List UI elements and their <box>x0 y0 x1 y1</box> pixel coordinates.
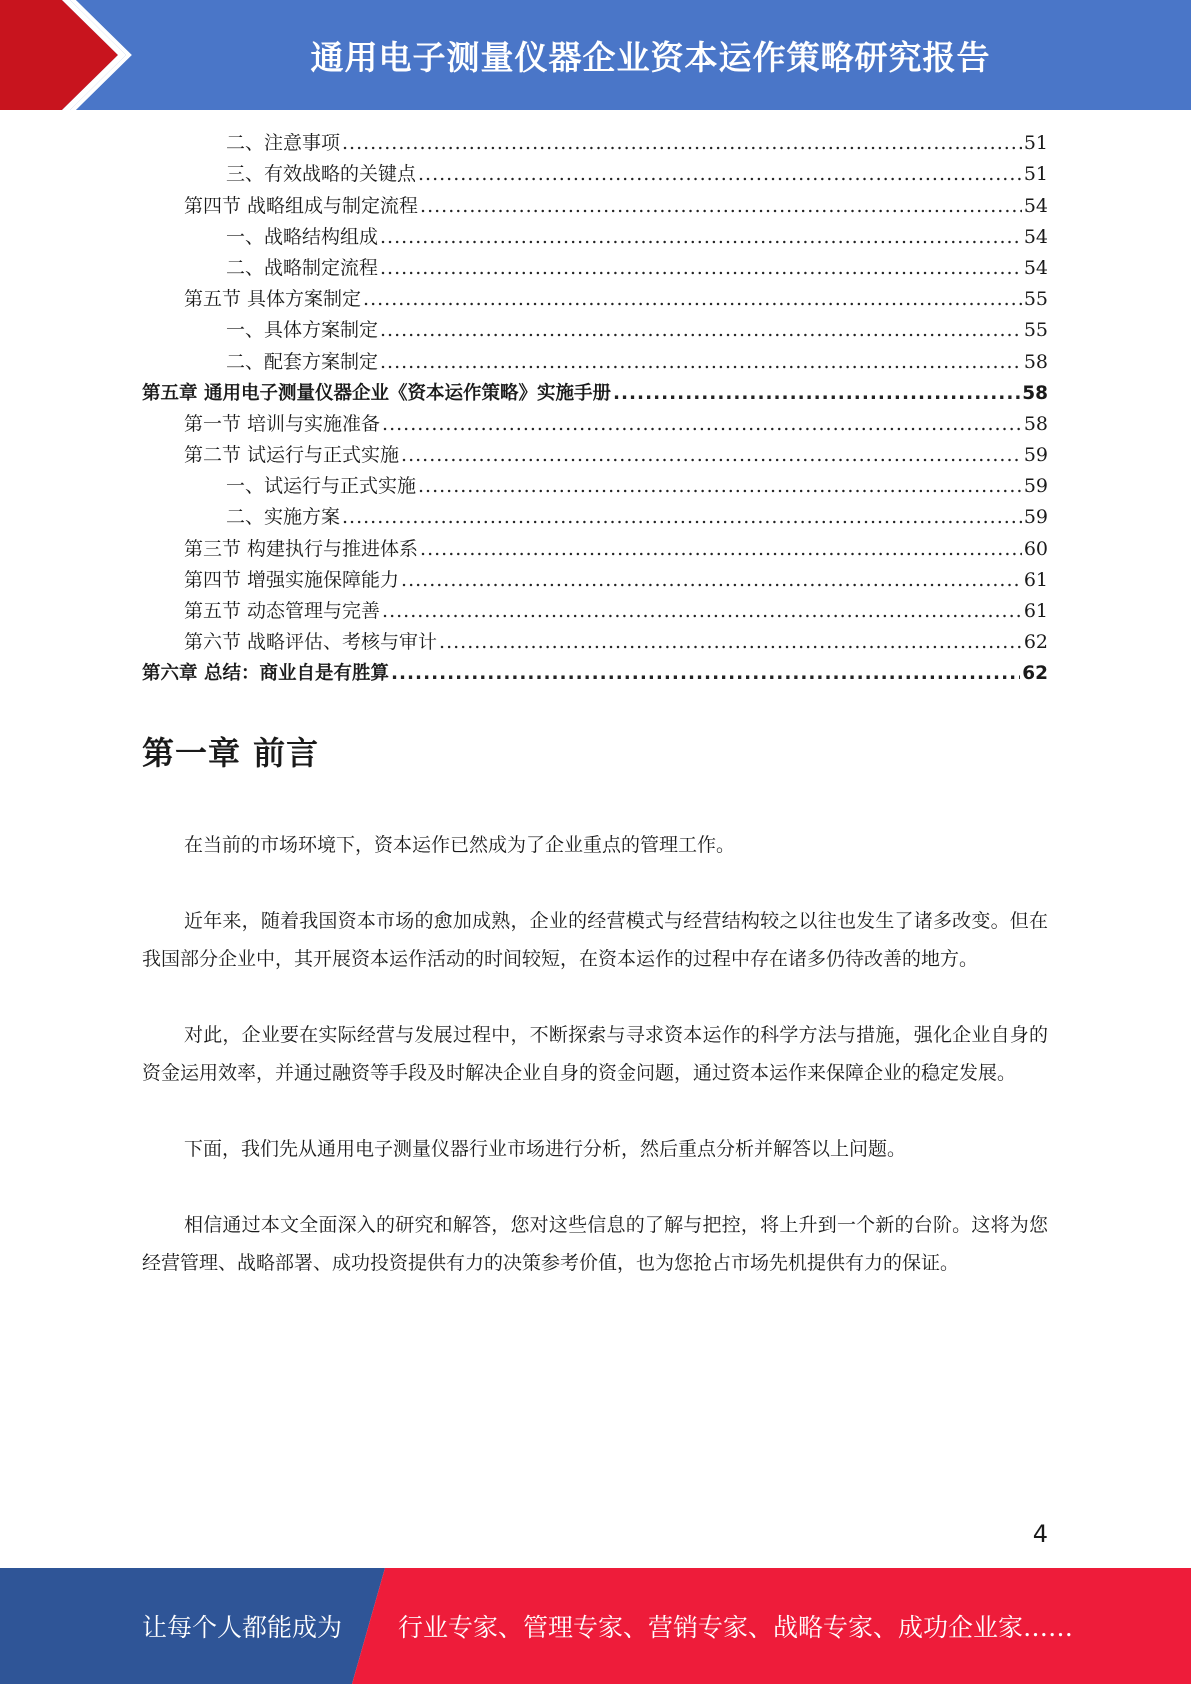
body-text <box>142 826 1048 1320</box>
toc-entry-page: 51 <box>1023 132 1048 155</box>
toc-entry-page: 61 <box>1023 600 1048 622</box>
toc-dot-leader <box>342 128 1022 159</box>
toc-entry-label: 二、战略制定流程 <box>226 256 379 279</box>
toc-entry[interactable] <box>142 471 1048 502</box>
toc-dot-leader <box>418 471 1022 502</box>
toc-dot-leader <box>380 253 1022 284</box>
toc-dot-leader <box>420 191 1022 222</box>
toc-entry-label: 二、注意事项 <box>226 132 341 155</box>
toc-entry-label: 第一节 培训与实施准备 <box>184 412 381 435</box>
toc-entry-label: 一、具体方案制定 <box>226 319 379 342</box>
toc-entry-page: 61 <box>1023 568 1048 591</box>
body-paragraph: 相信通过本文全面深入的研究和解答，您对这些信息的了解与把控，将上升到一个新的台阶。这将为您经营管理、战略部署、成功投资提供有力的决策参考价值，也为您抢占市场先机提供有力的保证。 <box>142 1214 1048 1274</box>
page-header <box>0 0 1191 110</box>
toc-entry-label: 第六节 战略评估、考核与审计 <box>184 631 438 654</box>
toc-dot-leader <box>401 565 1022 596</box>
toc-entry-page: 62 <box>1022 663 1048 685</box>
toc-entry[interactable] <box>142 315 1048 346</box>
toc-entry[interactable] <box>142 502 1048 533</box>
toc-dot-leader <box>380 347 1022 378</box>
body-paragraph: 下面，我们先从通用电子测量仪器行业市场进行分析，然后重点分析并解答以上问题。 <box>184 1138 907 1160</box>
toc-entry[interactable] <box>142 222 1048 253</box>
toc-entry[interactable] <box>142 346 1048 377</box>
toc-dot-leader <box>439 627 1022 658</box>
toc-entry-page: 54 <box>1023 256 1048 279</box>
document-title: 通用电子测量仪器企业资本运作策略研究报告 <box>310 37 991 77</box>
toc-entry-page: 58 <box>1023 412 1048 435</box>
toc-entry[interactable] <box>142 190 1048 221</box>
toc-entry-page: 55 <box>1023 319 1048 342</box>
toc-dot-leader <box>391 658 1020 689</box>
toc-entry-page: 60 <box>1023 537 1048 560</box>
toc-entry-label: 第三节 构建执行与推进体系 <box>184 537 419 560</box>
header-arrow-decoration <box>0 0 160 110</box>
footer-slogan-left: 让每个人都能成为 <box>142 1613 343 1642</box>
toc-entry-page: 54 <box>1023 225 1048 248</box>
toc-entry-label: 第五章 通用电子测量仪器企业《资本运作策略》实施手册 <box>142 382 611 404</box>
toc-entry-page: 62 <box>1023 631 1048 654</box>
toc-entry-page: 54 <box>1023 194 1048 217</box>
toc-dot-leader <box>380 315 1022 346</box>
toc-entry-page: 55 <box>1023 288 1048 311</box>
toc-entry-label: 一、战略结构组成 <box>226 225 379 248</box>
toc-dot-leader <box>363 284 1022 315</box>
toc-entry[interactable] <box>142 284 1048 315</box>
toc-entry[interactable] <box>142 440 1048 471</box>
toc-entry-page: 59 <box>1023 475 1048 498</box>
toc-entry[interactable] <box>142 128 1048 159</box>
toc-entry-label: 第四节 增强实施保障能力 <box>184 568 400 591</box>
table-of-contents <box>142 128 1048 689</box>
toc-entry[interactable] <box>142 159 1048 190</box>
toc-entry[interactable] <box>142 409 1048 440</box>
toc-dot-leader <box>401 440 1022 471</box>
toc-dot-leader <box>382 596 1022 627</box>
toc-dot-leader <box>418 159 1022 190</box>
body-paragraph: 近年来，随着我国资本市场的愈加成熟，企业的经营模式与经营结构较之以往也发生了诸多改变。但在我国部分企业中，其开展资本运作活动的时间较短，在资本运作的过程中存在诸多仍待改善的地方。 <box>142 910 1048 970</box>
toc-entry[interactable] <box>142 627 1048 658</box>
toc-dot-leader <box>420 534 1022 565</box>
page-footer <box>0 1568 1191 1684</box>
toc-entry[interactable] <box>142 565 1048 596</box>
toc-entry[interactable] <box>142 253 1048 284</box>
chapter-heading: 第一章 前言 <box>142 734 320 772</box>
toc-entry-label: 一、试运行与正式实施 <box>226 475 417 498</box>
footer-slogan-right: 行业专家、管理专家、营销专家、战略专家、成功企业家…… <box>398 1613 1074 1642</box>
toc-entry-label: 第五节 具体方案制定 <box>184 288 362 311</box>
toc-dot-leader <box>342 502 1022 533</box>
toc-entry-label: 第六章 总结：商业自是有胜算 <box>142 663 389 685</box>
toc-entry[interactable] <box>142 533 1048 564</box>
toc-entry-label: 第二节 试运行与正式实施 <box>184 444 400 467</box>
toc-dot-leader <box>382 409 1022 440</box>
toc-entry-page: 51 <box>1023 163 1048 186</box>
toc-entry-label: 三、有效战略的关键点 <box>226 163 417 186</box>
page-number: 4 <box>1032 1520 1048 1548</box>
toc-entry[interactable] <box>142 596 1048 627</box>
toc-entry-page: 59 <box>1023 444 1048 467</box>
toc-entry-page: 59 <box>1023 506 1048 529</box>
toc-dot-leader <box>380 222 1022 253</box>
toc-entry-page: 58 <box>1022 382 1048 404</box>
body-paragraph: 对此，企业要在实际经营与发展过程中，不断探索与寻求资本运作的科学方法与措施，强化企业自身的资金运用效率，并通过融资等手段及时解决企业自身的资金问题，通过资本运作来保障企业的稳定发展。 <box>142 1024 1048 1084</box>
toc-entry-label: 二、配套方案制定 <box>226 350 379 373</box>
toc-entry[interactable] <box>142 658 1048 689</box>
body-paragraph: 在当前的市场环境下，资本运作已然成为了企业重点的管理工作。 <box>184 834 736 856</box>
toc-dot-leader <box>613 378 1020 409</box>
toc-entry-label: 第四节 战略组成与制定流程 <box>184 194 419 217</box>
toc-entry-label: 二、实施方案 <box>226 506 341 529</box>
toc-entry-page: 58 <box>1023 350 1048 373</box>
toc-entry-label: 第五节 动态管理与完善 <box>184 600 381 622</box>
toc-entry[interactable] <box>142 378 1048 409</box>
